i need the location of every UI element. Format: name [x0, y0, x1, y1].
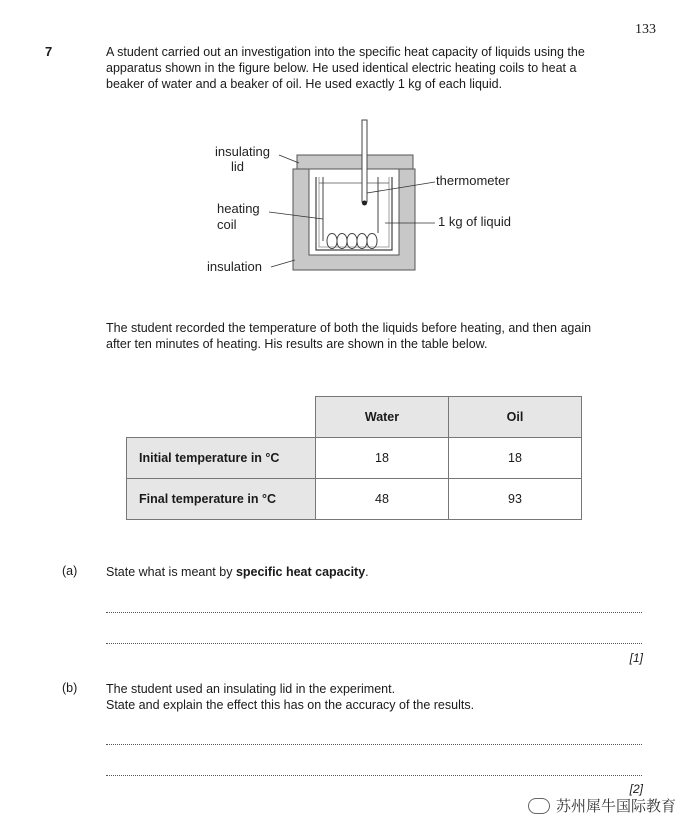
table-row — [127, 479, 582, 520]
wechat-icon — [528, 798, 550, 814]
answer-line-a1[interactable] — [106, 612, 642, 613]
cell-final-oil: 93 — [449, 479, 582, 520]
part-a-label: (a) — [62, 564, 78, 578]
insulating-lid — [297, 155, 413, 169]
row-label-initial: Initial temperature in °C — [127, 438, 316, 479]
part-b-label: (b) — [62, 681, 78, 695]
answer-line-a2[interactable] — [106, 643, 642, 644]
table-row — [127, 438, 582, 479]
table-corner — [127, 397, 316, 438]
cell-initial-oil: 18 — [449, 438, 582, 479]
table-header-oil: Oil — [449, 397, 582, 438]
table-header-water: Water — [316, 397, 449, 438]
watermark-text: 苏州犀牛国际教育 — [555, 798, 676, 815]
part-a-keyword: specific heat capacity — [235, 565, 366, 579]
part-b-marks: [2] — [629, 782, 643, 796]
results-intro: The student recorded the temperature of both the liquids before heating, and then again after ten minutes of heating. His results are shown in the table below. — [106, 321, 592, 351]
cell-final-water: 48 — [316, 479, 449, 520]
question-number: 7 — [45, 44, 53, 59]
part-a-text — [106, 564, 369, 580]
part-a-text-after: . — [365, 565, 369, 579]
label-insulation: insulation — [207, 259, 262, 274]
label-liquid: 1 kg of liquid — [438, 214, 511, 229]
label-insulating-lid-2: lid — [231, 159, 245, 174]
table-header-row — [127, 397, 582, 438]
part-a-text-before: State what is meant by — [106, 565, 236, 579]
label-thermometer: thermometer — [436, 173, 510, 188]
answer-line-b2[interactable] — [106, 775, 642, 776]
label-heating-coil-2: coil — [217, 217, 237, 232]
question-intro: A student carried out an investigation into the specific heat capacity of liquids using the apparatus shown in the figure below. He used identical electric heating coils to heat a beaker of water and a beaker of oil. He used exactly 1 kg of each liquid. — [106, 45, 585, 91]
label-heating-coil-1: heating — [217, 201, 260, 216]
thermometer — [362, 120, 367, 202]
part-b-text: The student used an insulating lid in the experiment. State and explain the effect this has on the accuracy of the results. — [106, 682, 475, 712]
apparatus-diagram — [195, 115, 535, 285]
page-number: 133 — [635, 22, 656, 37]
answer-line-b1[interactable] — [106, 744, 642, 745]
cell-initial-water: 18 — [316, 438, 449, 479]
part-a-marks: [1] — [629, 651, 643, 665]
label-insulating-lid-1: insulating — [215, 144, 270, 159]
row-label-final: Final temperature in °C — [127, 479, 316, 520]
results-table — [126, 396, 582, 520]
watermark — [528, 795, 676, 816]
